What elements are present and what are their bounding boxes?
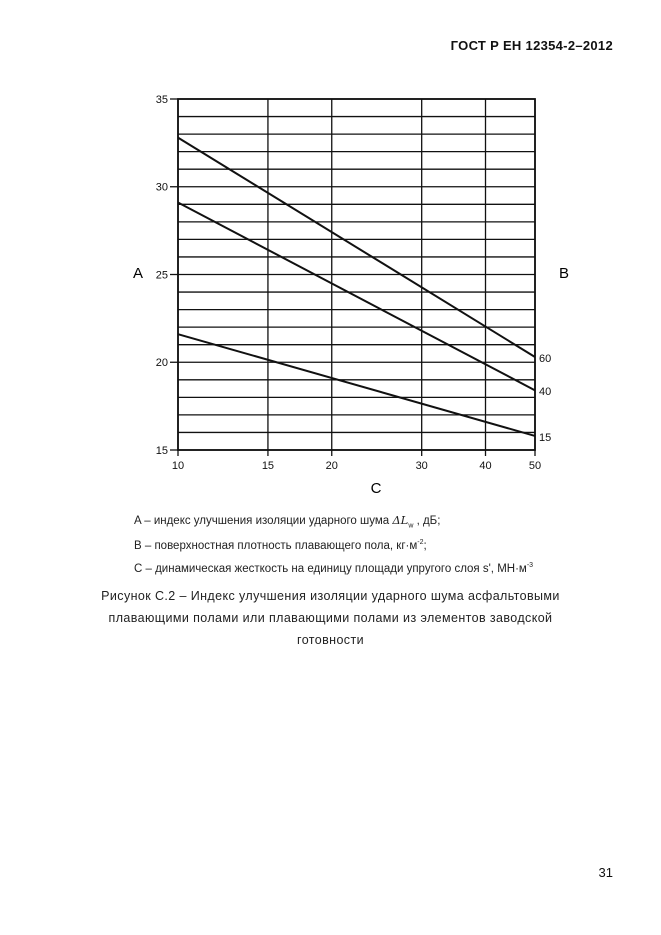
series-line-15 bbox=[178, 334, 535, 436]
series-line-60 bbox=[178, 138, 535, 357]
x-tick-label: 10 bbox=[171, 460, 185, 472]
legend-b-end: ; bbox=[423, 539, 427, 552]
legend-c-superscript: -3 bbox=[526, 562, 534, 569]
y-tick-label: 15 bbox=[155, 444, 168, 457]
legend-a-symbol: ΔL bbox=[392, 513, 409, 527]
caption-line-1: Рисунок С.2 – Индекс улучшения изоляции ударного шума асфальтовыми bbox=[101, 589, 560, 603]
x-tick-label: 15 bbox=[261, 460, 275, 472]
legend-a-text: A – индекс улучшения изоляции ударного шума bbox=[134, 515, 390, 527]
legend-c bbox=[134, 562, 533, 575]
right-axis-label: B bbox=[558, 264, 570, 282]
document-id: ГОСТ Р ЕН 12354-2–2012 bbox=[450, 38, 613, 53]
y-axis-label: A bbox=[132, 264, 144, 282]
legend-a-unit: , дБ; bbox=[416, 515, 441, 527]
chart-grid bbox=[178, 99, 535, 450]
legend-b bbox=[134, 539, 427, 552]
series-label-40: 40 bbox=[539, 386, 552, 399]
caption-line-3: готовности bbox=[297, 633, 364, 647]
y-tick-label: 30 bbox=[155, 181, 168, 194]
y-tick-label: 20 bbox=[155, 357, 168, 370]
legend-c-text: C – динамическая жесткость на единицу площади упругого слоя s', МН·м bbox=[134, 562, 527, 575]
caption-line-2: плавающими полами или плавающими полами из элементов заводской bbox=[108, 611, 553, 625]
legend-a bbox=[134, 513, 440, 529]
y-tick-label: 35 bbox=[155, 93, 168, 106]
legend-a-subscript: w bbox=[408, 522, 414, 530]
x-tick-label: 20 bbox=[325, 460, 338, 472]
page-number: 31 bbox=[598, 865, 613, 880]
x-tick-label: 50 bbox=[528, 460, 542, 472]
series-label-60: 60 bbox=[539, 352, 552, 365]
legend-b-text: B – поверхностная плотность плавающего пола, кг·м bbox=[134, 539, 418, 552]
figure-caption bbox=[60, 585, 601, 651]
series-label-15: 15 bbox=[539, 431, 552, 444]
legend-b-superscript: -2 bbox=[417, 539, 424, 546]
x-axis-label: C bbox=[370, 479, 382, 497]
y-tick-label: 25 bbox=[155, 269, 168, 282]
x-tick-label: 30 bbox=[415, 460, 428, 472]
x-tick-label: 40 bbox=[479, 460, 492, 472]
